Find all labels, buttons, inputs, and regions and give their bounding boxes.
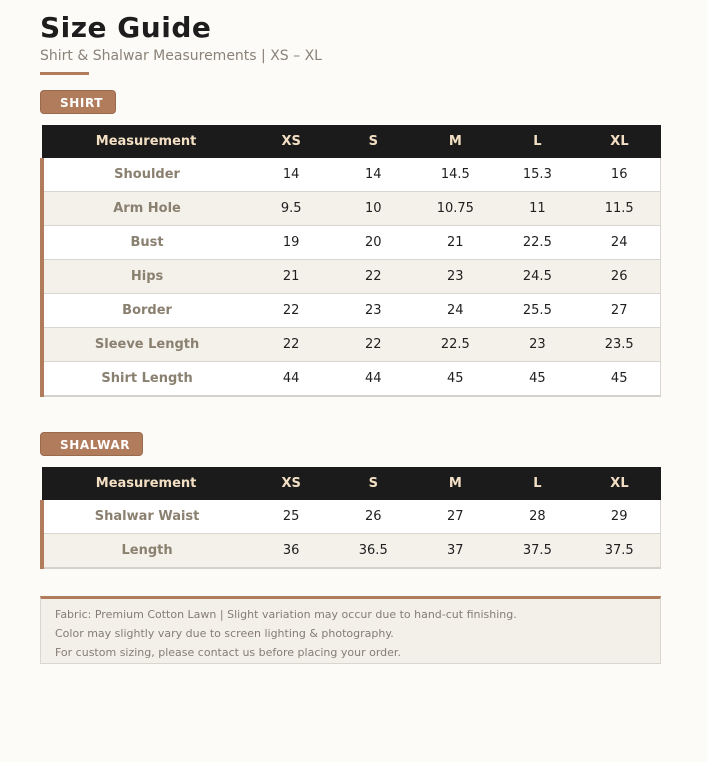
column-header: M	[414, 467, 496, 500]
column-header: Measurement	[42, 467, 250, 500]
size-value: 37	[414, 534, 496, 569]
size-value: 45	[414, 362, 496, 397]
size-value: 29	[578, 500, 660, 534]
table-row	[42, 362, 661, 397]
note-line: Color may slightly vary due to screen lighting & photography.	[55, 627, 394, 640]
table-row	[42, 534, 661, 569]
column-header: M	[414, 125, 496, 158]
size-value: 45	[578, 362, 660, 397]
table-header-row	[42, 467, 661, 500]
measurement-label: Shoulder	[42, 158, 250, 192]
size-value: 37.5	[578, 534, 660, 569]
table-row	[42, 500, 661, 534]
size-value: 10.75	[414, 192, 496, 226]
size-value: 23	[332, 294, 414, 328]
measurement-label: Shirt Length	[42, 362, 250, 397]
size-value: 14.5	[414, 158, 496, 192]
size-value: 19	[250, 226, 332, 260]
size-value: 27	[578, 294, 660, 328]
size-value: 22	[332, 260, 414, 294]
size-value: 44	[332, 362, 414, 397]
size-value: 27	[414, 500, 496, 534]
table-row	[42, 158, 661, 192]
size-value: 15.3	[496, 158, 578, 192]
column-header: XS	[250, 125, 332, 158]
page-subtitle: Shirt & Shalwar Measurements | XS – XL	[40, 48, 322, 64]
size-value: 14	[250, 158, 332, 192]
size-value: 21	[250, 260, 332, 294]
size-value: 45	[496, 362, 578, 397]
column-header: Measurement	[42, 125, 250, 158]
size-value: 26	[578, 260, 660, 294]
note-line: Fabric: Premium Cotton Lawn | Slight variation may occur due to hand-cut finishing.	[55, 608, 517, 621]
shirt-size-table	[40, 125, 661, 397]
size-value: 26	[332, 500, 414, 534]
shirt-section-badge: SHIRT	[40, 90, 116, 114]
size-value: 24	[414, 294, 496, 328]
table-row	[42, 294, 661, 328]
size-value: 24.5	[496, 260, 578, 294]
table-row	[42, 328, 661, 362]
shalwar-section-badge: SHALWAR	[40, 432, 143, 456]
measurement-label: Sleeve Length	[42, 328, 250, 362]
measurement-label: Length	[42, 534, 250, 569]
size-value: 37.5	[496, 534, 578, 569]
size-value: 44	[250, 362, 332, 397]
size-value: 14	[332, 158, 414, 192]
size-value: 25.5	[496, 294, 578, 328]
size-value: 21	[414, 226, 496, 260]
table-row	[42, 226, 661, 260]
size-value: 10	[332, 192, 414, 226]
size-value: 22	[250, 294, 332, 328]
size-value: 23	[496, 328, 578, 362]
size-value: 16	[578, 158, 660, 192]
column-header: S	[332, 467, 414, 500]
size-value: 23.5	[578, 328, 660, 362]
size-value: 22	[332, 328, 414, 362]
page-title: Size Guide	[40, 11, 212, 44]
size-value: 22	[250, 328, 332, 362]
size-value: 11.5	[578, 192, 660, 226]
title-underline	[40, 72, 89, 75]
size-value: 20	[332, 226, 414, 260]
fabric-notes-box	[40, 596, 661, 664]
measurement-label: Shalwar Waist	[42, 500, 250, 534]
column-header: XS	[250, 467, 332, 500]
size-value: 24	[578, 226, 660, 260]
size-value: 25	[250, 500, 332, 534]
size-value: 36.5	[332, 534, 414, 569]
size-value: 22.5	[414, 328, 496, 362]
column-header: L	[496, 467, 578, 500]
table-header-row	[42, 125, 661, 158]
table-row	[42, 260, 661, 294]
size-value: 28	[496, 500, 578, 534]
size-value: 9.5	[250, 192, 332, 226]
size-value: 36	[250, 534, 332, 569]
column-header: S	[332, 125, 414, 158]
measurement-label: Arm Hole	[42, 192, 250, 226]
shalwar-size-table	[40, 467, 661, 569]
measurement-label: Bust	[42, 226, 250, 260]
column-header: L	[496, 125, 578, 158]
measurement-label: Border	[42, 294, 250, 328]
size-value: 23	[414, 260, 496, 294]
measurement-label: Hips	[42, 260, 250, 294]
column-header: XL	[578, 467, 660, 500]
size-value: 22.5	[496, 226, 578, 260]
note-line: For custom sizing, please contact us before placing your order.	[55, 646, 401, 659]
column-header: XL	[578, 125, 660, 158]
table-row	[42, 192, 661, 226]
size-value: 11	[496, 192, 578, 226]
